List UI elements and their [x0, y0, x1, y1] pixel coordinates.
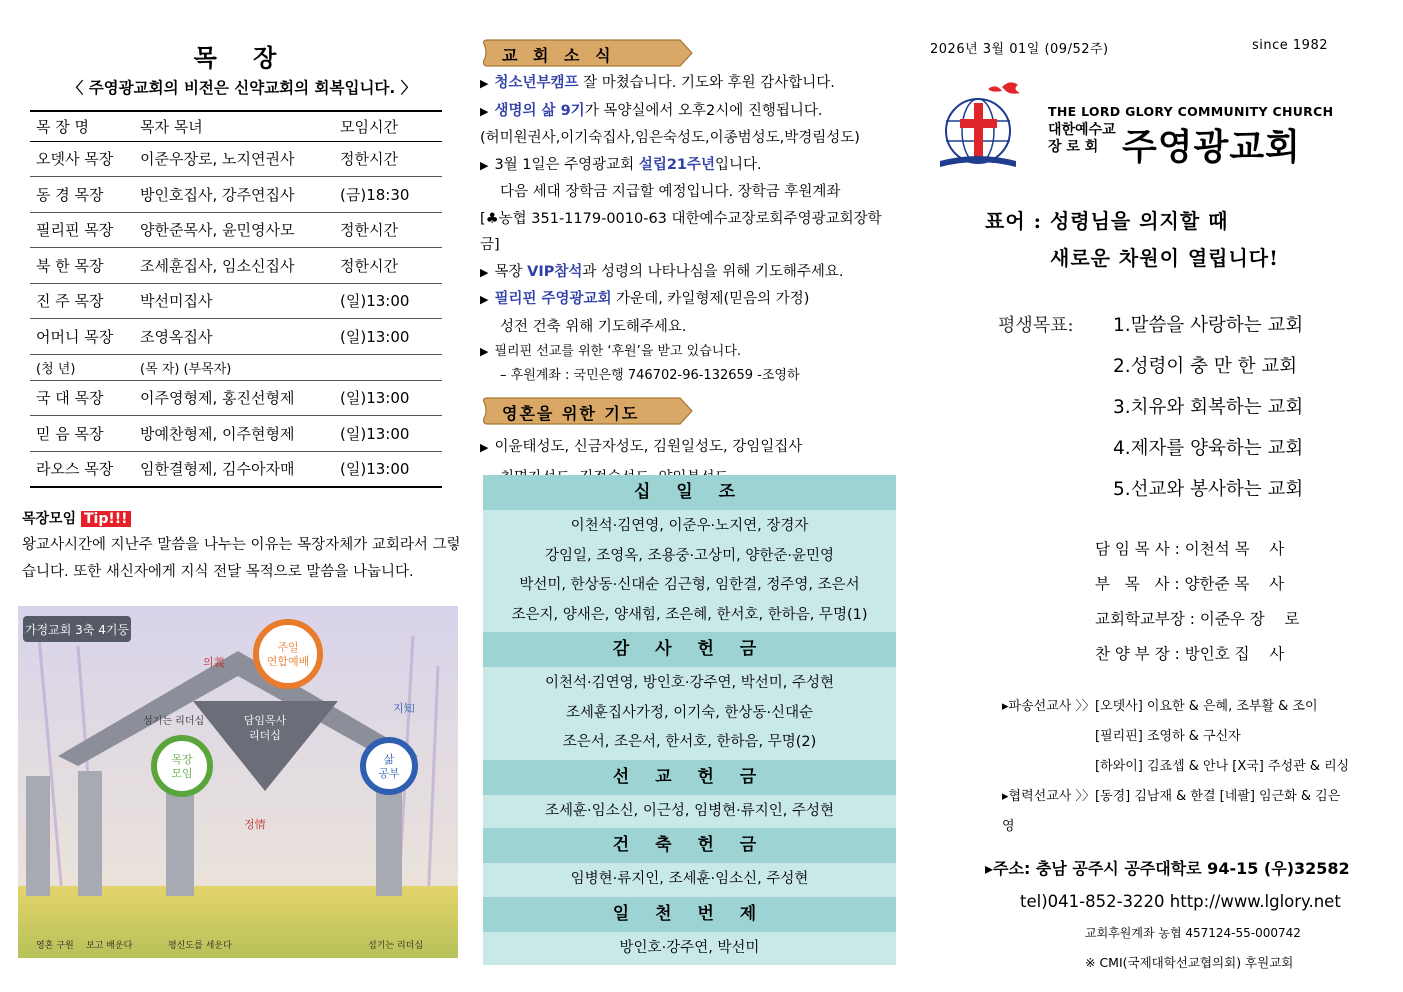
- motto-line-1: 표어 : 성령님을 의지할 때: [985, 209, 1229, 233]
- table-cell: 이준우장로, 노지연권사: [134, 141, 334, 177]
- table-cell: (일)13:00: [334, 416, 442, 452]
- church-name-korean: 주영광교회: [1122, 127, 1301, 168]
- offering-title: 건 축 헌 금: [483, 828, 896, 863]
- offerings-panel: [483, 475, 896, 965]
- offering-title: 십 일 조: [483, 475, 896, 510]
- news-text: – 후원계좌 : 국민은행 746702-96-132659 -조영하: [500, 368, 800, 383]
- address: ▸주소: 충남 공주시 공주대학로 94-15 (우)32582: [985, 859, 1350, 878]
- offering-line: 이천석·김연영, 이준우·노지연, 장경자: [570, 518, 809, 534]
- circle-study-label-1: 삶: [383, 753, 395, 766]
- missionaries: [1002, 692, 1350, 842]
- news-text: 필리핀 선교를 위한 ‘후원’을 받고 있습니다.: [494, 344, 742, 359]
- circle-worship: [256, 622, 320, 686]
- table-cell: (일)13:00: [334, 451, 442, 487]
- news-item: [480, 259, 900, 287]
- news-list: [480, 70, 900, 388]
- news-item: [480, 364, 900, 388]
- table-cell: 오뎃사 목장: [30, 141, 134, 177]
- offering-line: 박선미, 한상동·신대순 김근형, 임한결, 정주영, 조은서: [519, 577, 860, 593]
- news-item: [480, 152, 900, 180]
- offering-line: 조은지, 양새은, 양새힘, 조은혜, 한서호, 한하음, 무명(1): [511, 606, 868, 623]
- table-cell: 정한시간: [334, 212, 442, 248]
- middle-column: [480, 38, 900, 523]
- table-cell: 라오스 목장: [30, 451, 134, 487]
- table-cell: 필리핀 목장: [30, 212, 134, 248]
- right-column: [930, 38, 1350, 978]
- tip-heading: [22, 508, 462, 528]
- triangle-label-2: 리더십: [249, 729, 281, 742]
- header-name: 목 장 명: [30, 111, 134, 141]
- triangle-label-1: 담임목사: [243, 714, 287, 727]
- table-cell: 진 주 목장: [30, 283, 134, 319]
- table-cell: 방인호집사, 강주연집사: [134, 177, 334, 213]
- dateline: [930, 38, 1328, 57]
- circle-study-label-2: 공부: [378, 767, 400, 780]
- house-church-diagram: [18, 606, 458, 958]
- tip-text: 왕교사시간에 지난주 말씀을 나누는 이유는 목장자체가 교회라서 그렇습니다. 또한 새신자에게 지식 전달 목적으로 말씀을 나눕니다.: [22, 536, 461, 580]
- label-servant-leadership: 섬기는 리더십: [143, 716, 205, 727]
- mission-line-2: [필리핀] 조영하 & 구신자: [1095, 729, 1241, 744]
- goals-label: 평생목표:: [998, 315, 1074, 336]
- bullet-icon: ▶: [480, 441, 489, 454]
- youth-header-row: [30, 354, 442, 380]
- church-emblem-icon: [930, 79, 1045, 179]
- news-banner: [480, 38, 694, 68]
- page-title: 목 장: [193, 44, 291, 72]
- table-row: [30, 283, 442, 319]
- table-cell: 이주영형제, 홍진선형제: [134, 380, 334, 416]
- news-highlight: 설립21주년: [638, 156, 716, 173]
- bottom-label-3: 평신도를 세운다: [168, 941, 232, 951]
- table-row: [30, 177, 442, 213]
- news-text: 가운데, 카일형제(믿음의 가정): [611, 291, 810, 307]
- staff-list: [1095, 532, 1350, 672]
- news-item: [480, 179, 900, 206]
- goal-item: 2.성령이 충 만 한 교회: [1113, 356, 1298, 377]
- offering-names: [483, 510, 896, 632]
- mission-line-1: ▸파송선교사 〉〉[오뎃사] 이요한 & 은혜, 조부활 & 조이: [1002, 699, 1318, 714]
- offering-title: 선 교 헌 금: [483, 760, 896, 795]
- table-cell: 국 대 목장: [30, 380, 134, 416]
- goal-item: 1.말씀을 사랑하는 교회: [1113, 315, 1304, 336]
- news-text: (허미원권사,이기숙집사,임은숙성도,이종범성도,박경림성도): [480, 130, 860, 146]
- offering-title: 감 사 헌 금: [483, 632, 896, 667]
- news-highlight: 청소년부캠프: [494, 75, 579, 91]
- circle-study: [363, 740, 415, 792]
- staff-item: 교회학교부장 : 이준우 장 로: [1095, 610, 1300, 628]
- table-row: [30, 319, 442, 355]
- news-item: [480, 98, 900, 126]
- news-item: [480, 125, 900, 152]
- circle-worship-label-1: 주일: [277, 641, 299, 654]
- goal-item: 4.제자를 양육하는 교회: [1113, 438, 1304, 459]
- motto: [930, 203, 1350, 277]
- table-row: [30, 248, 442, 284]
- circle-worship-label-2: 연합예배: [266, 655, 310, 668]
- mokjang-table: [30, 110, 442, 488]
- offering-line: 조은서, 조은서, 한서호, 한하음, 무명(2): [562, 734, 817, 750]
- offering-names: [483, 667, 896, 760]
- table-cell: 북 한 목장: [30, 248, 134, 284]
- table-cell: 동 경 목장: [30, 177, 134, 213]
- table-cell: 정한시간: [334, 248, 442, 284]
- table-cell: 방예찬형제, 이주현형제: [134, 416, 334, 452]
- bullet-icon: ▶: [480, 77, 489, 90]
- prayer-line-1: 이윤태성도, 신금자성도, 김원일성도, 강임일집사: [494, 439, 803, 455]
- bulletin-date: 2026년 3월 01일 (09/52주): [930, 42, 1109, 57]
- news-item: [480, 206, 900, 259]
- offering-line: 조세훈집사가정, 이기숙, 한상동·신대순: [565, 704, 814, 721]
- news-text: 3월 1일은 주영광교회: [494, 156, 639, 173]
- bottom-label-4: 섬기는 리더십: [368, 941, 424, 951]
- circle-mokjang: [154, 738, 210, 794]
- offering-line: 임병현·류지인, 조세훈·임소신, 주성현: [570, 871, 809, 887]
- bullet-icon: ▶: [480, 158, 489, 172]
- goal-item: 3.치유와 회복하는 교회: [1113, 397, 1304, 418]
- telephone-website[interactable]: tel)041-852-3220 http://www.lglory.net: [1020, 892, 1341, 911]
- motto-line-2: 새로운 차원이 열립니다!: [1050, 246, 1279, 270]
- news-text: 가 목양실에서 오후2시에 진행됩니다.: [584, 102, 823, 119]
- table-cell: 양한준목사, 윤민영사모: [134, 212, 334, 248]
- life-goals: [930, 305, 1350, 510]
- tip-label: 목장모임: [22, 510, 77, 527]
- label-knowledge: 지知: [393, 702, 415, 715]
- news-highlight: VIP참석: [527, 263, 583, 280]
- prayer-title: 영혼을 위한 기도: [502, 404, 640, 423]
- goals-list: [1113, 305, 1350, 510]
- table-cell: 정한시간: [334, 141, 442, 177]
- offering-line: 조세훈·임소신, 이근성, 임병현·류지인, 주성현: [545, 802, 834, 819]
- offering-line: 강임일, 조영옥, 조용중·고상미, 양한준·윤민영: [545, 547, 834, 564]
- table-row: [30, 212, 442, 248]
- bullet-icon: ▶: [480, 265, 489, 279]
- church-logo: [930, 79, 1350, 189]
- news-item: [480, 314, 900, 341]
- table-cell: 조세훈집사, 임소신집사: [134, 248, 334, 284]
- table-cell-empty: [334, 354, 442, 380]
- table-cell: 조영옥집사: [134, 319, 334, 355]
- news-item: [480, 70, 900, 98]
- table-cell: 임한결형제, 김수아자매: [134, 451, 334, 487]
- table-cell: (일)13:00: [334, 380, 442, 416]
- header-leader: 목자 목녀: [134, 111, 334, 141]
- table-cell: 어머니 목장: [30, 319, 134, 355]
- table-cell: (금)18:30: [334, 177, 442, 213]
- since-year: since 1982: [1252, 38, 1328, 53]
- table-cell: 믿 음 목장: [30, 416, 134, 452]
- table-cell: 박선미집사: [134, 283, 334, 319]
- pillar-1: [26, 776, 50, 896]
- table-cell: (목 자) (부목자): [134, 354, 334, 380]
- table-cell: (일)13:00: [334, 283, 442, 319]
- offering-names: [483, 795, 896, 829]
- table-cell: (청 년): [30, 354, 134, 380]
- news-text: 다음 세대 장학금 지급할 예정입니다. 장학금 후원계좌: [500, 184, 841, 200]
- label-righteousness: 의義: [203, 656, 225, 669]
- bottom-label-1: 영혼 구원: [36, 941, 74, 951]
- contact-info: [985, 852, 1350, 978]
- table-row: [30, 451, 442, 487]
- table-cell: (일)13:00: [334, 319, 442, 355]
- circle-mokjang-label-1: 목장: [171, 753, 193, 766]
- table-header: [30, 111, 442, 141]
- left-column: [22, 38, 462, 586]
- bank-account: 교회후원계좌 농협 457124-55-000742: [1085, 926, 1301, 940]
- table-row: [30, 380, 442, 416]
- news-item: [480, 286, 900, 314]
- offering-line: 이천석·김연영, 방인호·강주연, 박선미, 주성현: [545, 675, 834, 691]
- news-text: 목장: [494, 263, 528, 280]
- denomination: 대한예수교 장 로 회: [1048, 122, 1116, 155]
- diagram-title: 가정교회 3축 4기둥: [24, 623, 130, 637]
- church-name-english: THE LORD GLORY COMMUNITY CHURCH: [1048, 104, 1334, 119]
- news-title: 교 회 소 식: [502, 46, 616, 65]
- staff-item: 찬 양 부 장 : 방인호 집 사: [1095, 645, 1285, 663]
- news-highlight: 필리핀 주영광교회: [494, 291, 612, 307]
- news-item: [480, 340, 900, 364]
- bullet-icon: ▶: [480, 104, 489, 118]
- header-time: 모임시간: [334, 111, 442, 141]
- staff-item: 담 임 목 사 : 이천석 목 사: [1095, 540, 1285, 558]
- tip-badge: Tip!!!: [81, 511, 131, 527]
- news-text: 잘 마쳤습니다. 기도와 후원 감사합니다.: [578, 75, 835, 91]
- news-highlight: 생명의 삶 9기: [494, 102, 585, 119]
- cmi-note: ※ CMI(국제대학선교협의회) 후원교회: [1085, 955, 1294, 970]
- offering-names: [483, 932, 896, 966]
- staff-item: 부 목 사 : 양한준 목 사: [1095, 575, 1285, 593]
- bullet-icon: ▶: [480, 293, 489, 306]
- offering-names: [483, 863, 896, 897]
- table-row: [30, 141, 442, 177]
- news-text: 과 성령의 나타나심을 위해 기도해주세요.: [582, 263, 844, 280]
- news-text: 성전 건축 위해 기도해주세요.: [500, 318, 687, 335]
- news-text: 입니다.: [715, 156, 762, 173]
- prayer-banner: [480, 396, 694, 426]
- table-row: [30, 416, 442, 452]
- news-text: [♣농협 351-1179-0010-63 대한예수교장로회주영광교회장학금]: [480, 210, 882, 253]
- goal-item: 5.선교와 봉사하는 교회: [1113, 479, 1304, 500]
- circle-mokjang-label-2: 모임: [171, 767, 193, 780]
- mission-line-3: [하와이] 김죠셉 & 안나 [X국] 주성관 & 리싱: [1095, 759, 1350, 774]
- pillar-2: [78, 771, 102, 896]
- label-emotion: 정情: [244, 818, 266, 831]
- bullet-icon: ▶: [480, 345, 489, 358]
- mission-line-4: ▸협력선교사 〉〉[동경] 김남재 & 한결 [네팔] 임근화 & 김은영: [1002, 789, 1341, 834]
- offering-title: 일 천 번 제: [483, 897, 896, 932]
- offering-line: 방인호·강주연, 박선미: [619, 939, 760, 956]
- vision-statement: 〈 주영광교회의 비전은 신약교회의 회복입니다. 〉: [67, 79, 417, 97]
- bottom-label-2: 보고 배운다: [86, 941, 133, 951]
